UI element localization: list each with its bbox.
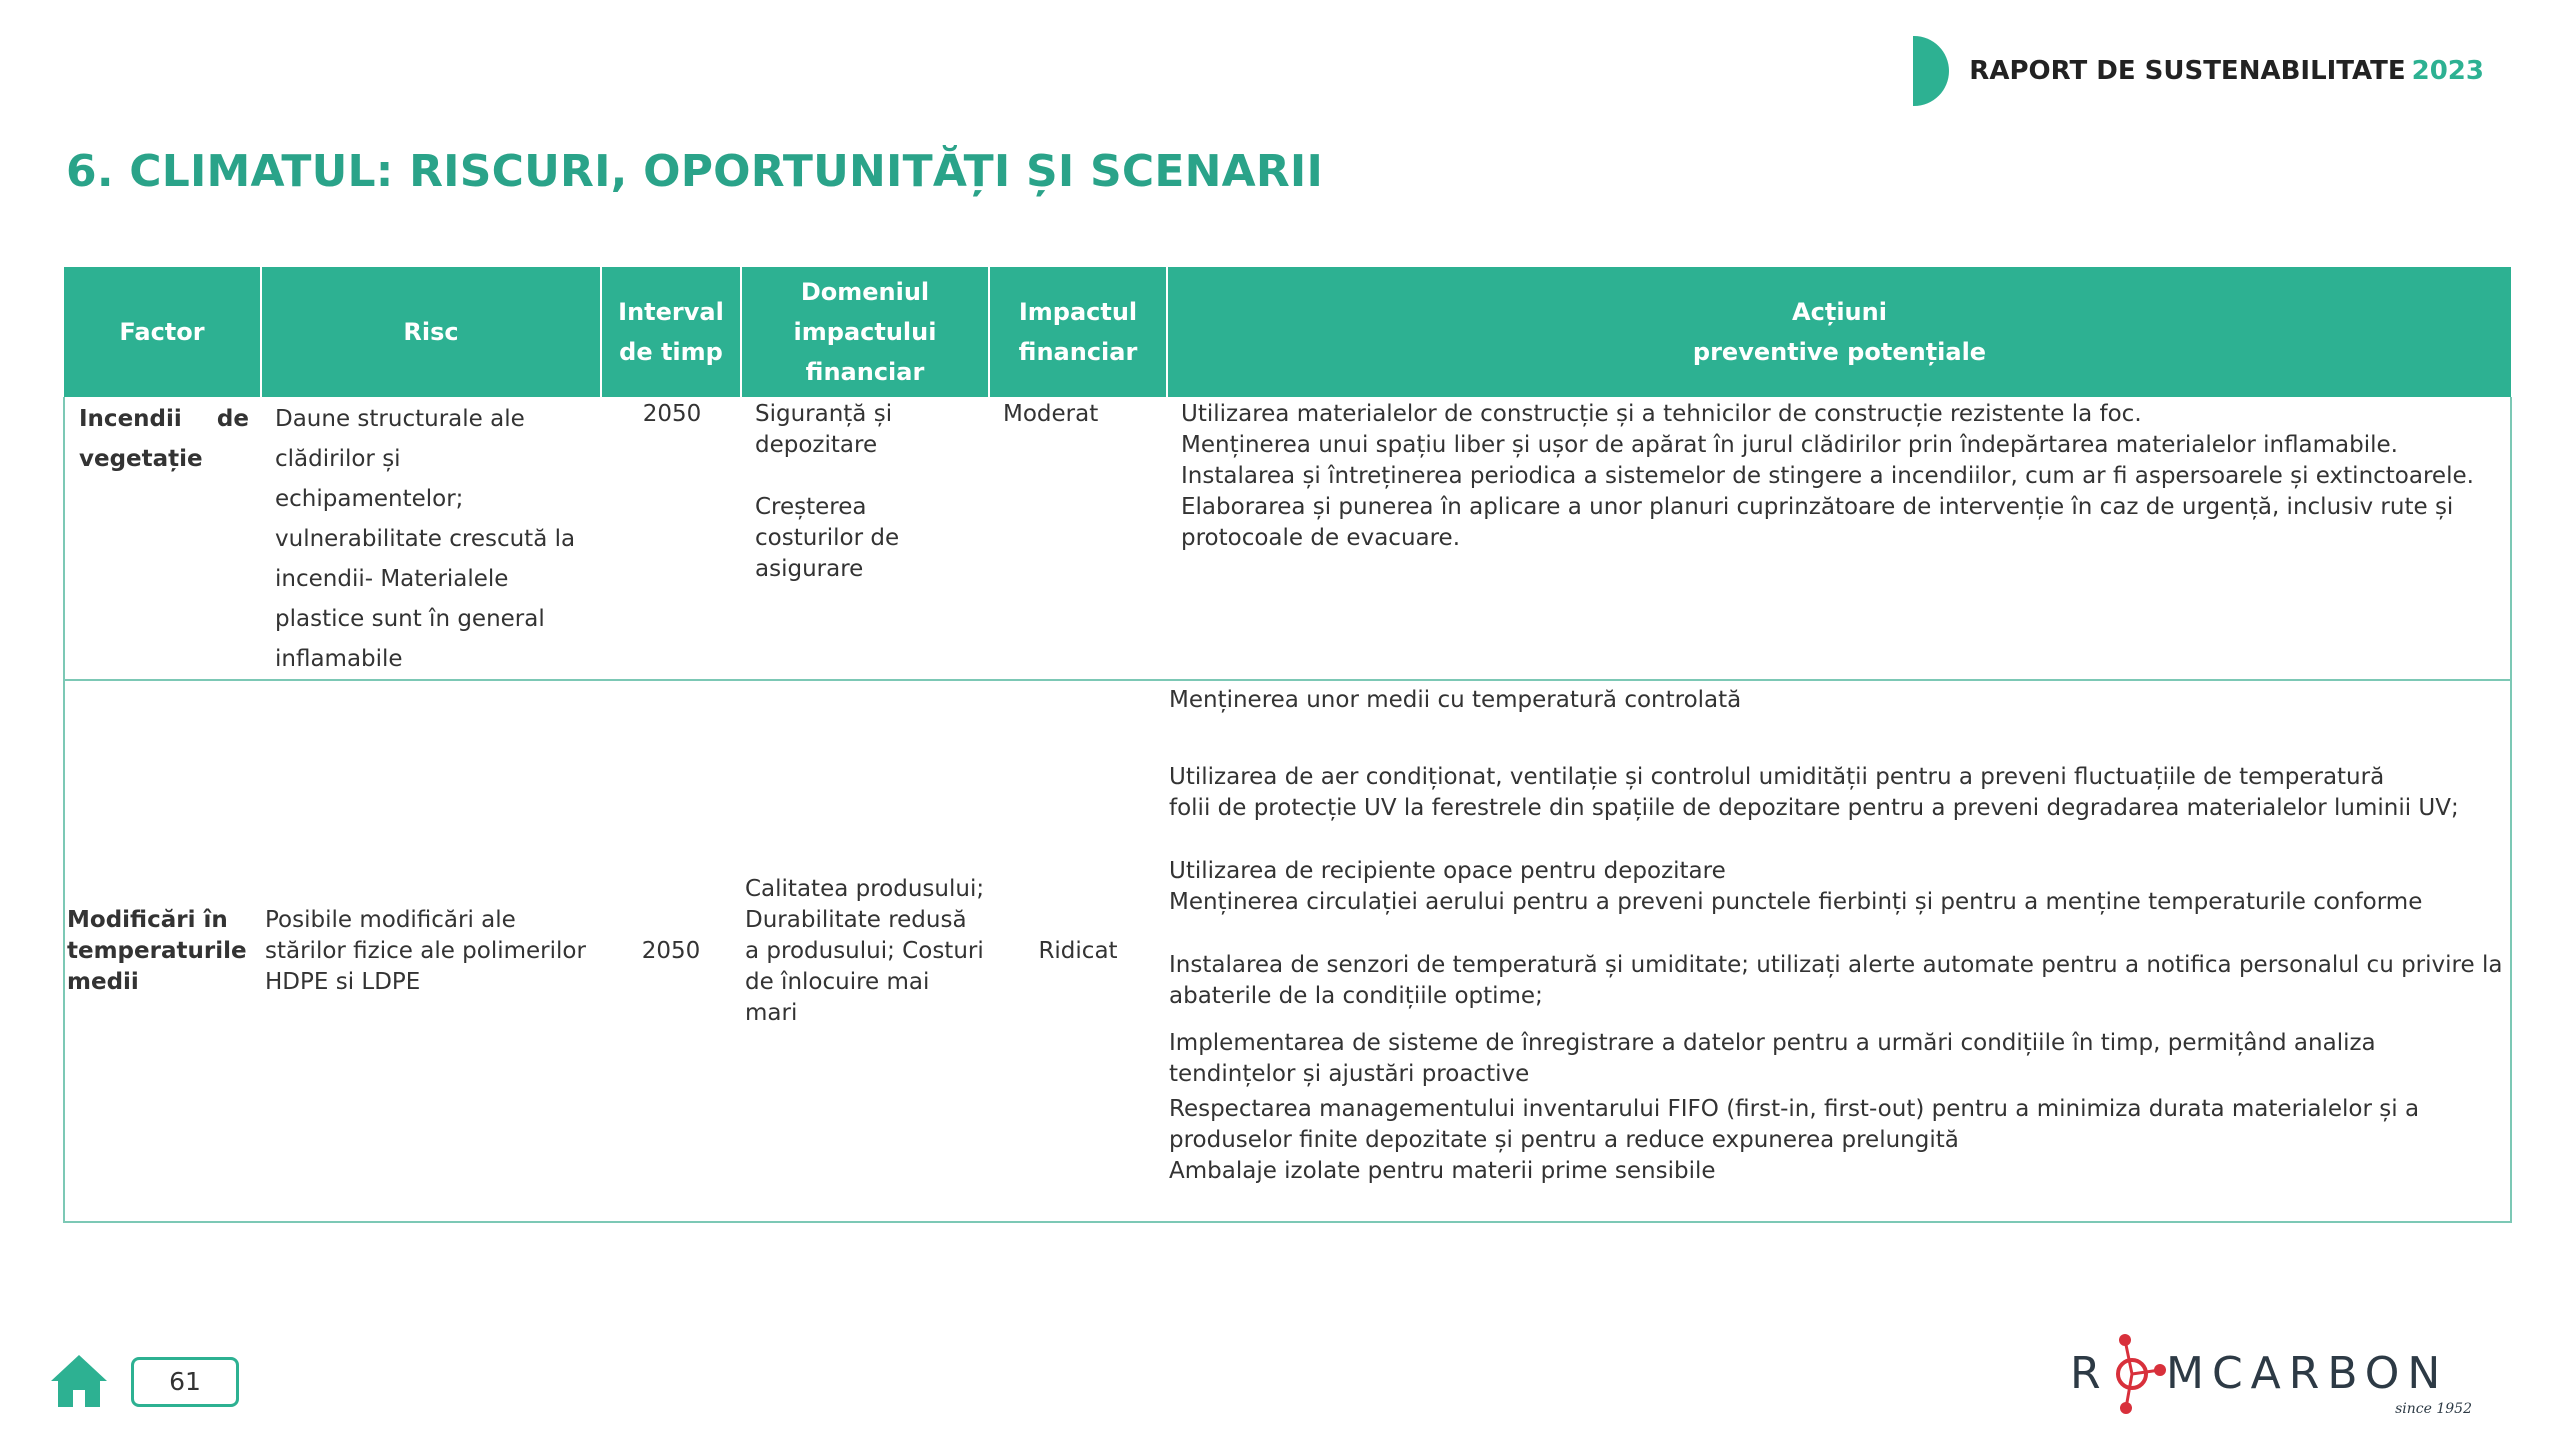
action-item: Utilizarea de aer condiționat, ventilație și controlul umidității pentru a preveni fluctuațiile de temperatură	[1169, 764, 2385, 790]
action-item: Menținerea unor medii cu temperatură controlată	[1169, 687, 1742, 713]
table-header-row	[64, 267, 2511, 397]
header-risc: Risc	[261, 267, 601, 397]
table-row	[64, 397, 2511, 680]
action-item: Implementarea de sisteme de înregistrare a datelor pentru a urmări condițiile în timp, permițând analiza tendințelor și ajustări proactive	[1169, 1030, 2376, 1087]
risc-cell: Posibile modificări ale stărilor fizice ale polimerilor HDPE si LDPE	[265, 906, 586, 995]
page-title: 6. CLIMATUL: RISCURI, OPORTUNITĂȚI ȘI SCENARII	[66, 146, 1324, 197]
action-item: Utilizarea materialelor de construcție și a tehnicilor de construcție rezistente la foc.	[1181, 401, 2142, 427]
risk-table-container	[63, 267, 2510, 1223]
action-item: Elaborarea și punerea în aplicare a unor planuri cuprinzătoare de intervenție în caz de urgență, inclusiv rute și protocoale de evacuare.	[1181, 494, 2454, 551]
domeniul-cell	[741, 397, 989, 680]
page-number: 61	[131, 1357, 239, 1407]
home-button[interactable]	[48, 1352, 110, 1410]
factor-cell: Modificări în temperaturile medii	[67, 906, 247, 995]
action-item: folii de protecție UV la ferestrele din spațiile de depozitare pentru a preveni degradarea materialelor luminii UV;	[1169, 795, 2459, 821]
interval-cell: 2050	[641, 937, 701, 964]
half-circle-mark	[1913, 36, 1949, 106]
action-item: Utilizarea de recipiente opace pentru depozitare	[1169, 858, 1726, 884]
header-interval: Interval de timp	[601, 267, 741, 397]
impact-cell: Moderat	[1003, 401, 1099, 427]
impact-cell: Ridicat	[1038, 937, 1118, 964]
risk-table	[63, 267, 2512, 1223]
report-label: RAPORT DE SUSTENABILITATE 2023	[1969, 56, 2484, 86]
risc-cell: Daune structurale ale clădirilor și echipamentelor; vulnerabilitate crescută la incendii- Materialele plastice sunt în general inflamabile	[275, 406, 576, 672]
logo-text-right: MCARBON	[2166, 1348, 2449, 1399]
header-domeniul: Domeniul impactului financiar	[741, 267, 989, 397]
header-impactul: Impactul financiar	[989, 267, 1167, 397]
header-factor: Factor	[64, 267, 261, 397]
action-item: Respectarea managementului inventarului FIFO (first-in, first-out) pentru a minimiza durata materialelor și a produselor finite depozitate și pentru a reduce expunerea prelungită	[1169, 1096, 2420, 1153]
logo-tagline: since 1952	[2395, 1401, 2472, 1417]
action-item: Instalarea și întreținerea periodica a sistemelor de stingere a incendiilor, cum ar fi aspersoarele și extinctoarele.	[1181, 463, 2474, 489]
actiuni-cell	[1167, 680, 2511, 1222]
home-icon	[48, 1352, 110, 1410]
domeniul-item: Siguranță și depozitare	[755, 401, 893, 458]
report-year: 2023	[2411, 56, 2484, 86]
actiuni-cell	[1167, 397, 2511, 680]
domeniul-item: Creșterea costurilor de asigurare	[755, 494, 900, 582]
logo-text-left: R	[2070, 1348, 2109, 1399]
action-item: Menținerea unui spațiu liber și ușor de apărat în jurul clădirilor prin îndepărtarea materialelor inflamabile.	[1181, 432, 2398, 458]
table-row	[64, 680, 2511, 1222]
interval-cell: 2050	[642, 401, 702, 427]
factor-cell: Incendii de vegetație	[79, 406, 249, 472]
action-item: Ambalaje izolate pentru materii prime sensibile	[1169, 1158, 1716, 1184]
action-item: Menținerea circulației aerului pentru a preveni punctele fierbinți și pentru a menține temperaturile conforme	[1169, 889, 2423, 915]
logo-molecule	[2118, 1334, 2166, 1414]
report-header	[1913, 36, 2484, 106]
romcarbon-logo	[2070, 1330, 2480, 1420]
domeniul-cell: Calitatea produsului; Durabilitate redusă a produsului; Costuri de înlocuire mai mari	[745, 875, 985, 1026]
action-item: Instalarea de senzori de temperatură și umiditate; utilizați alerte automate pentru a notifica personalul cu privire la abaterile de la condițiile optime;	[1169, 952, 2503, 1009]
header-actiuni: Acțiuni preventive potențiale	[1167, 267, 2511, 397]
